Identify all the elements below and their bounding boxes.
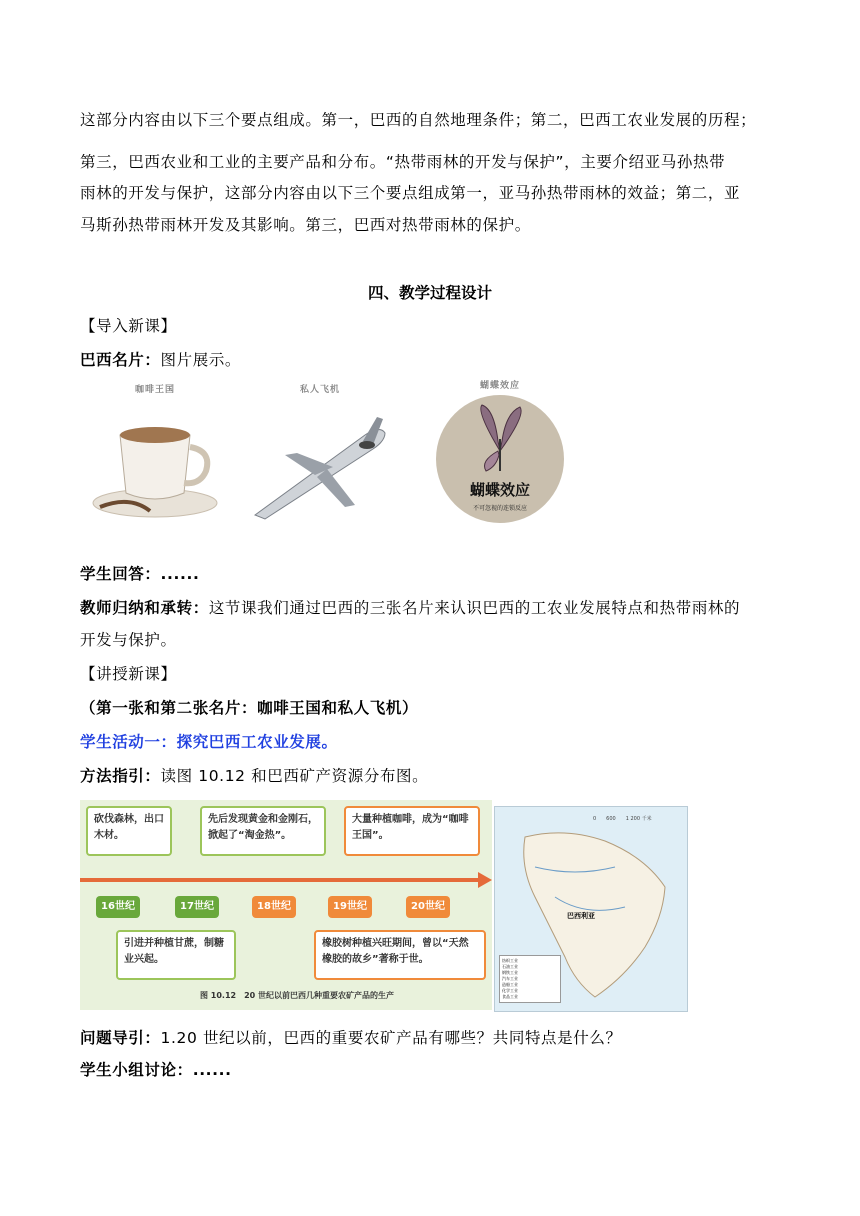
teacher-line-2: 开发与保护。 — [80, 631, 177, 649]
card-butterfly — [430, 378, 570, 528]
question-label: 问题导引： — [80, 1029, 161, 1047]
card-plane-caption: 私人飞机 — [299, 385, 340, 395]
century-20: 20世纪 — [406, 896, 450, 918]
legend-item: 化学工业 — [502, 988, 518, 993]
card-butterfly-caption: 蝴蝶效应 — [479, 381, 520, 391]
century-19: 19世纪 — [328, 896, 372, 918]
map-legend — [499, 955, 561, 1003]
century-18: 18世纪 — [252, 896, 296, 918]
intro-line-2: 第三，巴西农业和工业的主要产品和分布。“热带雨林的开发与保护”，主要介绍亚马孙热带 — [80, 153, 726, 171]
legend-item: 石油工业 — [502, 964, 518, 969]
intro-line-3: 雨林的开发与保护，这部分内容由以下三个要点组成第一，亚马孙热带雨林的效益；第二，亚 — [80, 184, 741, 202]
timeline-caption: 图 10.12 20 世纪以前巴西几种重要农矿产品的生产 — [200, 991, 395, 1000]
card-coffee — [80, 382, 230, 532]
timeline-box-2: 先后发现黄金和金刚石，掀起了“淘金热”。 — [200, 806, 326, 856]
method-line — [80, 764, 428, 786]
coffee-cup-image — [80, 395, 230, 525]
butterfly-badge-sub: 不可忽视的连锁反应 — [472, 505, 527, 512]
timeline-box-5: 橡胶树种植兴旺期间，曾以“天然橡胶的故乡”著称于世。 — [314, 930, 486, 980]
teacher-text-1: 这节课我们通过巴西的三张名片来认识巴西的工农业发展特点和热带雨林的 — [208, 599, 741, 617]
teacher-label: 教师归纳和承转： — [80, 599, 209, 617]
teacher-line-1 — [80, 596, 740, 618]
brazil-map — [494, 806, 688, 1012]
butterfly-badge-text: 蝴蝶效应 — [469, 481, 530, 499]
timeline-arrow — [80, 878, 480, 882]
legend-item: 造船工业 — [502, 982, 518, 987]
discussion-text: ...... — [192, 1061, 232, 1079]
legend-item: 钢铁工业 — [502, 970, 518, 975]
activity-heading: 学生活动一：探究巴西工农业发展。 — [80, 733, 338, 751]
timeline-box-3: 大量种植咖啡，成为“咖啡王国”。 — [344, 806, 480, 856]
century-17: 17世纪 — [175, 896, 219, 918]
brazil-card-text: 图片展示。 — [160, 351, 242, 369]
question-line — [80, 1026, 622, 1048]
timeline-box-4: 引进并种植甘蔗，制糖业兴起。 — [116, 930, 236, 980]
brazil-card-line — [80, 348, 241, 370]
intro-line-1: 这部分内容由以下三个要点组成。第一，巴西的自然地理条件；第二，巴西工农业发展的历程； — [80, 111, 757, 129]
butterfly-icon — [436, 401, 564, 481]
legend-item: 汽车工业 — [502, 976, 518, 981]
discussion-label: 学生小组讨论： — [80, 1061, 193, 1079]
student-answer-line — [80, 562, 199, 584]
method-text: 读图 10.12 和巴西矿产资源分布图。 — [160, 767, 429, 785]
timeline-figure — [80, 800, 492, 1010]
century-16: 16世纪 — [96, 896, 140, 918]
map-scale: 0 600 1 200 千米 — [593, 816, 652, 822]
intro-new-heading: 【导入新课】 — [80, 317, 177, 335]
question-text: 1.20 世纪以前，巴西的重要农矿产品有哪些？共同特点是什么？ — [160, 1029, 622, 1047]
teach-new-heading: 【讲授新课】 — [80, 665, 177, 683]
method-label: 方法指引： — [80, 767, 161, 785]
discussion-line — [80, 1058, 232, 1080]
map-capital-label: 巴西利亚 — [567, 912, 595, 920]
card-coffee-caption: 咖啡王国 — [134, 385, 175, 395]
section-title: 四、教学过程设计 — [367, 284, 492, 302]
student-answer-label: 学生回答： — [80, 565, 161, 583]
legend-item: 纺织工业 — [502, 958, 518, 963]
butterfly-badge — [436, 395, 564, 523]
timeline-arrowhead — [478, 872, 492, 888]
timeline-box-1: 砍伐森林，出口木材。 — [86, 806, 172, 856]
card-plane — [245, 382, 395, 532]
student-answer-text: ...... — [160, 565, 200, 583]
intro-line-4: 马斯孙热带雨林开发及其影响。第三，巴西对热带雨林的保护。 — [80, 216, 531, 234]
legend-item: 食品工业 — [502, 994, 518, 999]
private-jet-image — [245, 395, 395, 525]
brazil-card-label: 巴西名片： — [80, 351, 161, 369]
cards-heading: （第一张和第二张名片：咖啡王国和私人飞机） — [80, 699, 419, 717]
